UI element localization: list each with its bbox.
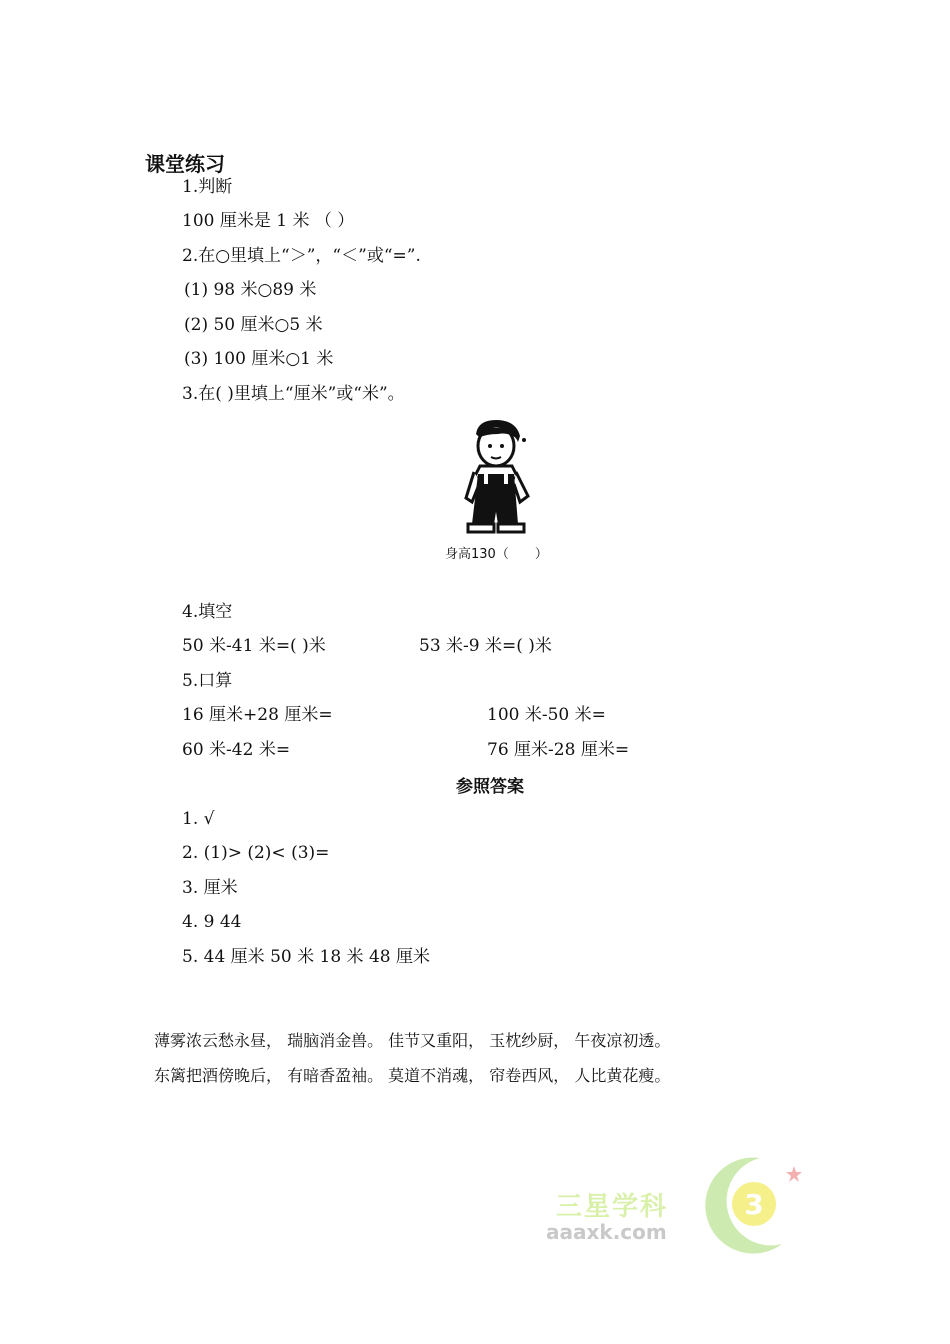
answer-line-2: 2. (1)> (2)< (3)= — [182, 843, 330, 863]
answers-title: 参照答案 — [456, 777, 524, 797]
q2-item-1: (1) 98 米○89 米 — [184, 280, 317, 300]
poem-line-1: 薄雾浓云愁永昼， 瑞脑消金兽。 佳节又重阳， 玉枕纱厨， 午夜凉初透。 — [154, 1031, 671, 1050]
q5-row2-left: 60 米-42 米= — [182, 740, 291, 760]
q4-left: 50 米-41 米=( )米 — [182, 636, 326, 656]
q2-item-3: (3) 100 厘米○1 米 — [184, 349, 334, 369]
watermark-logo-icon — [690, 1152, 802, 1256]
watermark-url: aaaxk.com — [546, 1220, 667, 1244]
watermark-badge: 3 — [744, 1188, 764, 1221]
q3-title: 3.在( )里填上“厘米”或“米”。 — [182, 384, 405, 404]
q1-item: 100 厘米是 1 米 （ ） — [182, 211, 355, 231]
q2-title: 2.在○里填上“＞”，“＜”或“=”. — [182, 246, 421, 266]
q5-title: 5.口算 — [182, 671, 233, 691]
q4-title: 4.填空 — [182, 602, 233, 622]
q1-title: 1.判断 — [182, 177, 233, 197]
q2-item-2: (2) 50 厘米○5 米 — [184, 315, 323, 335]
watermark-text: 三星学科 — [556, 1192, 669, 1222]
page-title: 课堂练习 — [145, 152, 225, 176]
poem-line-2: 东篱把酒傍晚后， 有暗香盈袖。 莫道不消魂， 帘卷西风， 人比黄花瘦。 — [154, 1066, 671, 1085]
answer-line-5: 5. 44 厘米 50 米 18 米 48 厘米 — [182, 947, 430, 967]
answer-line-1: 1. √ — [182, 809, 215, 829]
q5-row1-right: 100 米-50 米= — [487, 705, 606, 725]
q5-row1-left: 16 厘米+28 厘米= — [182, 705, 333, 725]
boy-illustration — [458, 416, 538, 540]
q4-right: 53 米-9 米=( )米 — [419, 636, 552, 656]
boy-height-caption: 身高130（ ） — [445, 547, 548, 562]
answer-line-4: 4. 9 44 — [182, 912, 242, 932]
answer-line-3: 3. 厘米 — [182, 878, 238, 898]
q5-row2-right: 76 厘米-28 厘米= — [487, 740, 630, 760]
